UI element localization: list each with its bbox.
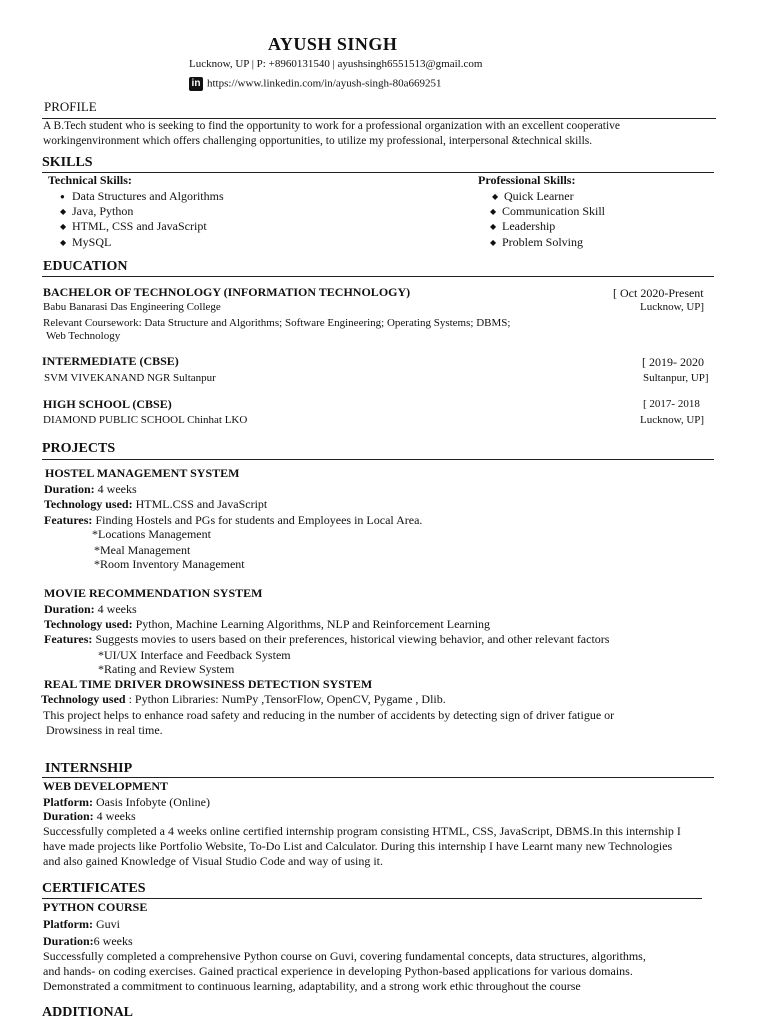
edu-coursework-cont: Web Technology	[46, 330, 121, 342]
certificate-title: PYTHON COURSE	[43, 900, 148, 914]
edu-school: SVM VIVEKANAND NGR Sultanpur	[44, 372, 216, 384]
internship-desc: have made projects like Portfolio Website, To-Do List and Calculator. During this internship I have Learnt many new Technologies	[43, 839, 673, 853]
bullet-icon: ◆	[60, 238, 67, 248]
pro-skill: ◆ Quick Learner	[492, 189, 574, 203]
internship-title: WEB DEVELOPMENT	[43, 779, 169, 793]
edu-school: Babu Banarasi Das Engineering College	[43, 301, 221, 313]
project-desc: This project helps to enhance road safety and reducing in the number of accidents by detecting sign of driver fatigue or	[43, 708, 615, 722]
additional-heading: ADDITIONAL	[42, 1005, 134, 1020]
certificate-duration: Duration:6 weeks	[43, 934, 133, 948]
tech-skill: ● Data Structures and Algorithms	[60, 189, 224, 203]
project-feature-item: *Room Inventory Management	[94, 557, 245, 571]
tech-skill: ◆ MySQL	[60, 235, 112, 249]
project-feature-item: *Locations Management	[92, 527, 211, 541]
project-feature-item: *Meal Management	[94, 543, 191, 557]
edu-date: [ 2017- 2018	[643, 398, 700, 410]
internship-desc: Successfully completed a 4 weeks online certified internship program consisting HTML, CSS, JavaScript, DBMS.In this internship I	[43, 824, 681, 838]
certificates-rule	[42, 898, 702, 899]
profile-line-2: workingenvironment which offers challenging opportunities, to utilize my professional, interpersonal &technical skills.	[43, 135, 593, 147]
certificate-desc: Demonstrated a commitment to continuous learning, adaptability, and a strong work ethic throughout the course	[43, 979, 581, 993]
project-title: MOVIE RECOMMENDATION SYSTEM	[44, 586, 263, 600]
candidate-name: AYUSH SINGH	[268, 34, 398, 54]
project-duration: Duration: 4 weeks	[44, 602, 137, 616]
certificates-heading: CERTIFICATES	[42, 881, 146, 896]
edu-title: BACHELOR OF TECHNOLOGY (INFORMATION TECHNOLOGY)	[43, 285, 411, 299]
bullet-icon: ◆	[60, 222, 67, 232]
edu-date: [ 2019- 2020	[642, 355, 704, 369]
linkedin-url[interactable]: https://www.linkedin.com/in/ayush-singh-80a669251	[207, 77, 442, 90]
edu-coursework: Relevant Coursework: Data Structure and Algorithms; Software Engineering; Operating Systems; DBMS;	[43, 317, 511, 329]
bullet-icon: ◆	[60, 207, 67, 217]
education-heading: EDUCATION	[43, 259, 128, 274]
profile-heading: PROFILE	[44, 99, 97, 114]
edu-title: HIGH SCHOOL (CBSE)	[43, 397, 172, 411]
profile-rule	[42, 118, 716, 119]
linkedin-icon: in	[189, 77, 203, 91]
skills-rule	[42, 172, 714, 173]
project-features: Features: Suggests movies to users based on their preferences, historical viewing behavior, and other relevant factors	[44, 632, 610, 646]
bullet-icon: ◆	[490, 238, 497, 248]
bullet-icon: ◆	[490, 207, 497, 217]
skills-heading: SKILLS	[42, 155, 93, 170]
technical-skills-title: Technical Skills:	[48, 173, 132, 187]
project-features: Features: Finding Hostels and PGs for students and Employees in Local Area.	[44, 513, 423, 527]
internship-duration: Duration: 4 weeks	[43, 809, 136, 823]
contact-line: Lucknow, UP | P: +8960131540 | ayushsingh6551513@gmail.com	[189, 58, 483, 70]
internship-platform: Platform: Oasis Infobyte (Online)	[43, 795, 210, 809]
certificate-desc: Successfully completed a comprehensive Python course on Guvi, covering fundamental concepts, data structures, algorithms,	[43, 949, 646, 963]
project-feature-item: *Rating and Review System	[98, 662, 235, 676]
edu-place: Lucknow, UP]	[640, 414, 705, 426]
certificate-desc: and hands- on coding exercises. Gained practical experience in developing Python-based applications for various domains.	[43, 964, 633, 978]
project-title: HOSTEL MANAGEMENT SYSTEM	[45, 466, 240, 480]
internship-heading: INTERNSHIP	[45, 761, 133, 776]
edu-school: DIAMOND PUBLIC SCHOOL Chinhat LKO	[43, 414, 248, 426]
tech-skill: ◆ Java, Python	[60, 204, 134, 218]
internship-rule	[42, 777, 714, 778]
project-tech: Technology used : Python Libraries: NumPy ,TensorFlow, OpenCV, Pygame , Dlib.	[41, 692, 446, 706]
certificate-platform: Platform: Guvi	[43, 917, 120, 931]
profile-line-1: A B.Tech student who is seeking to find the opportunity to work for a professional organization with an excellent cooperative	[43, 120, 621, 132]
project-feature-item: *UI/UX Interface and Feedback System	[98, 648, 291, 662]
bullet-icon: ◆	[492, 192, 499, 202]
project-tech: Technology used: Python, Machine Learning Algorithms, NLP and Reinforcement Learning	[44, 617, 491, 631]
bullet-icon: ●	[60, 192, 65, 202]
pro-skill: ◆ Leadership	[490, 219, 556, 233]
edu-title: INTERMEDIATE (CBSE)	[42, 354, 179, 368]
project-duration: Duration: 4 weeks	[44, 482, 137, 496]
project-tech: Technology used: HTML.CSS and JavaScript	[44, 497, 268, 511]
project-desc: Drowsiness in real time.	[46, 723, 163, 737]
edu-place: Sultanpur, UP]	[643, 372, 709, 384]
education-rule	[42, 276, 714, 277]
project-title: REAL TIME DRIVER DROWSINESS DETECTION SYSTEM	[44, 677, 373, 691]
professional-skills-title: Professional Skills:	[478, 173, 576, 187]
projects-heading: PROJECTS	[42, 441, 116, 456]
edu-place: Lucknow, UP]	[640, 301, 705, 313]
pro-skill: ◆ Problem Solving	[490, 235, 584, 249]
internship-desc: and also gained Knowledge of Visual Studio Code and way of using it.	[43, 854, 384, 868]
bullet-icon: ◆	[490, 222, 497, 232]
tech-skill: ◆ HTML, CSS and JavaScript	[60, 219, 207, 233]
pro-skill: ◆ Communication Skill	[490, 204, 606, 218]
linkedin-line	[189, 77, 442, 91]
edu-date: [ Oct 2020-Present	[613, 286, 704, 300]
projects-rule	[42, 459, 714, 460]
